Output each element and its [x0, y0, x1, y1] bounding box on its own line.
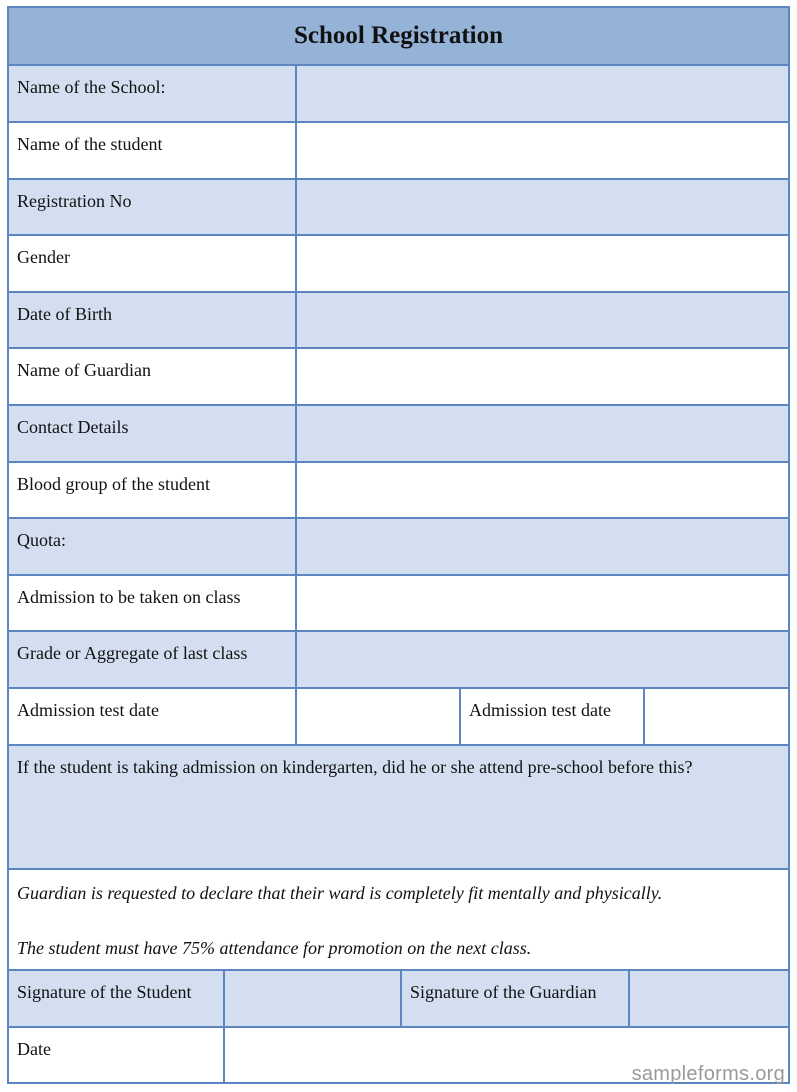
- field-label: Quota:: [17, 530, 66, 550]
- field-label: Registration No: [17, 191, 132, 211]
- field-label: Grade or Aggregate of last class: [17, 643, 248, 663]
- preschool-question: If the student is taking admission on kindergarten, did he or she attend pre-school before this?: [17, 757, 693, 777]
- gender-input[interactable]: [295, 236, 788, 291]
- last-grade-input[interactable]: [295, 632, 788, 687]
- field-row-guardian-name: [9, 349, 788, 406]
- field-row-gender: [9, 236, 788, 293]
- declarations: [9, 870, 788, 971]
- contact-details-input[interactable]: [295, 406, 788, 461]
- field-row-school-name: [9, 66, 788, 123]
- field-row-student-name: [9, 123, 788, 180]
- field-row-admission-class: [9, 576, 788, 632]
- field-label: Name of the School:: [17, 77, 166, 97]
- student-signature-label: Signature of the Student: [17, 982, 192, 1002]
- admission-test-date-input-2[interactable]: [643, 689, 788, 744]
- admission-test-label-left: Admission test date: [17, 700, 159, 720]
- guardian-name-input[interactable]: [295, 349, 788, 404]
- field-label: Contact Details: [17, 417, 129, 437]
- field-row-last-grade: [9, 632, 788, 689]
- field-row-registration-no: [9, 180, 788, 236]
- form-title: School Registration: [9, 8, 788, 66]
- field-label: Name of the student: [17, 134, 163, 154]
- field-label: Blood group of the student: [17, 474, 210, 494]
- guardian-signature-input[interactable]: [628, 971, 788, 1026]
- registration-no-input[interactable]: [295, 180, 788, 234]
- date-of-birth-input[interactable]: [295, 293, 788, 347]
- declaration-fitness: Guardian is requested to declare that their ward is completely fit mentally and physically.: [17, 883, 663, 903]
- admission-test-label-right: Admission test date: [469, 700, 611, 720]
- registration-form: [7, 6, 790, 1084]
- quota-input[interactable]: [295, 519, 788, 574]
- field-row-quota: [9, 519, 788, 576]
- admission-test-label-cell: [459, 689, 643, 744]
- field-row-date-of-birth: [9, 293, 788, 349]
- student-signature-input[interactable]: [223, 971, 400, 1026]
- field-row-contact-details: [9, 406, 788, 463]
- admission-test-date-input-1[interactable]: [295, 689, 459, 744]
- guardian-signature-label: Signature of the Guardian: [410, 982, 597, 1002]
- blood-group-input[interactable]: [295, 463, 788, 517]
- guardian-signature-label-cell: [400, 971, 628, 1026]
- school-name-input[interactable]: [295, 66, 788, 121]
- admission-class-input[interactable]: [295, 576, 788, 630]
- date-label: Date: [17, 1039, 51, 1059]
- field-row-blood-group: [9, 463, 788, 519]
- field-row-admission-test: [9, 689, 788, 746]
- field-label: Gender: [17, 247, 70, 267]
- declaration-attendance: The student must have 75% attendance for promotion on the next class.: [17, 938, 532, 958]
- field-label: Date of Birth: [17, 304, 112, 324]
- field-label: Admission to be taken on class: [17, 587, 241, 607]
- student-name-input[interactable]: [295, 123, 788, 178]
- field-label: Name of Guardian: [17, 360, 151, 380]
- preschool-question-box[interactable]: [9, 746, 788, 870]
- signature-row: [9, 971, 788, 1028]
- watermark: sampleforms.org: [631, 1063, 785, 1085]
